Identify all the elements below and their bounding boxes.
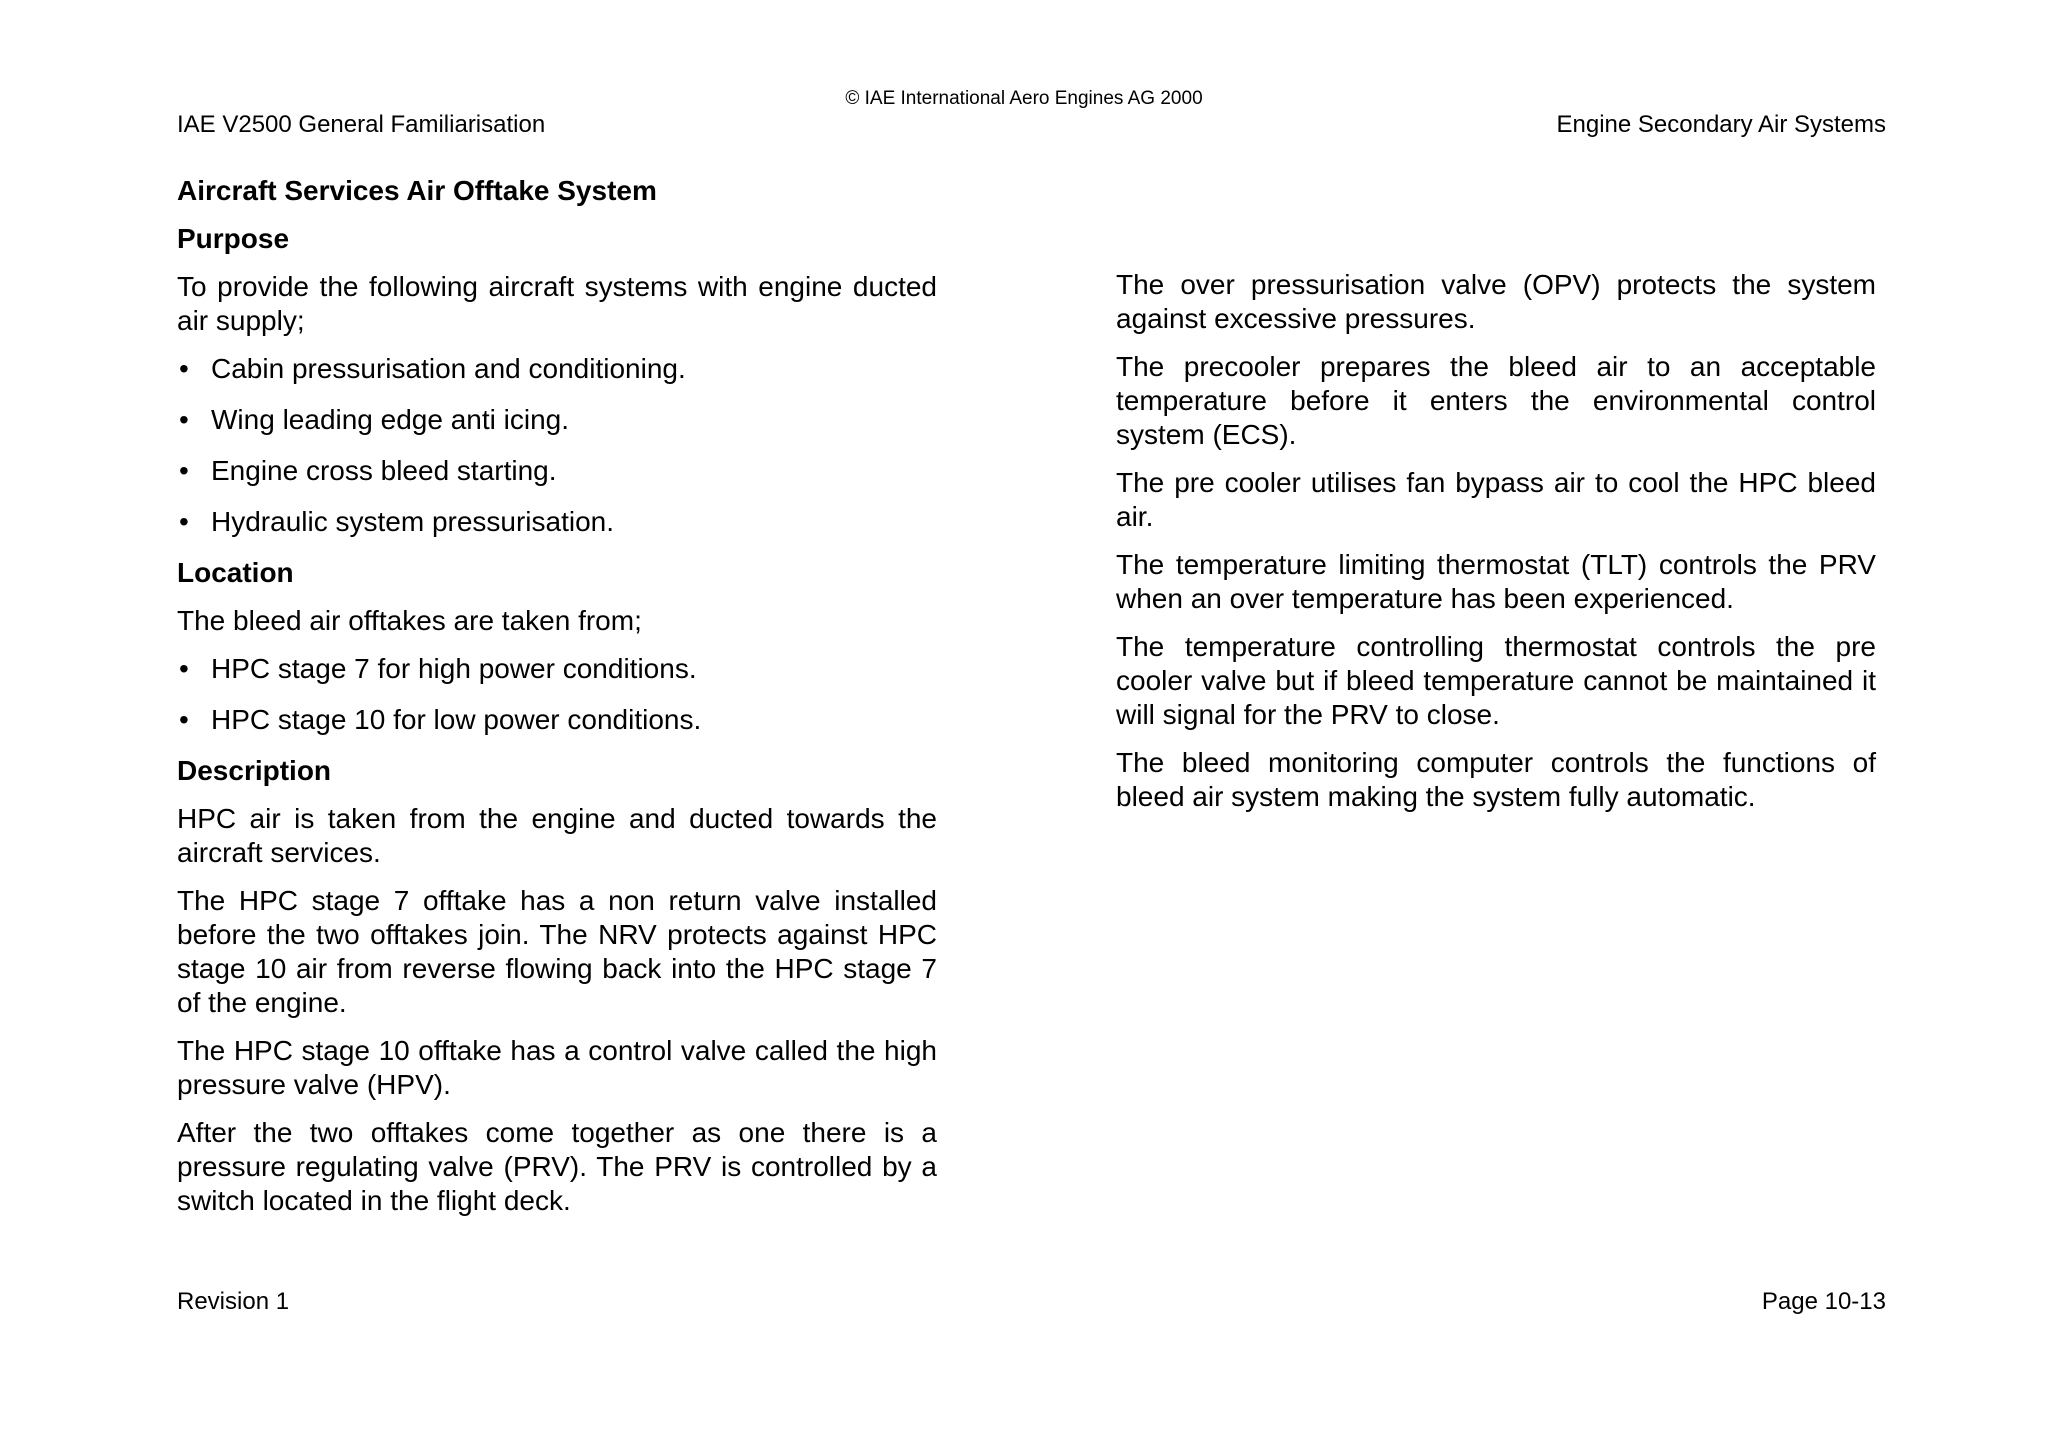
bullet-icon: • xyxy=(179,704,189,735)
list-item xyxy=(177,652,937,686)
body-paragraph: The bleed monitoring computer controls the functions of bleed air system making the system fully automatic. xyxy=(1116,747,1876,812)
bullet-icon: • xyxy=(179,455,189,486)
body-paragraph: The over pressurisation valve (OPV) protects the system against excessive pressures. xyxy=(1116,269,1876,334)
list-item-text: Cabin pressurisation and conditioning. xyxy=(211,353,686,384)
section-title: Aircraft Services Air Offtake System xyxy=(177,175,657,206)
list-item-text: Wing leading edge anti icing. xyxy=(211,404,570,435)
revision-label: Revision 1 xyxy=(177,1288,290,1315)
right-column xyxy=(1116,268,1876,828)
page-number: Page 10-13 xyxy=(1761,1288,1886,1315)
list-item-text: Engine cross bleed starting. xyxy=(211,455,557,486)
bullet-icon: • xyxy=(179,506,189,537)
purpose-intro: To provide the following aircraft systems with engine ducted air supply; xyxy=(177,271,937,336)
purpose-list xyxy=(177,352,937,539)
body-paragraph: The pre cooler utilises fan bypass air to cool the HPC bleed air. xyxy=(1116,467,1876,532)
location-intro: The bleed air offtakes are taken from; xyxy=(177,605,642,636)
body-paragraph: The precooler prepares the bleed air to an acceptable temperature before it enters the environmental control system (ECS). xyxy=(1116,351,1876,450)
body-paragraph: The temperature limiting thermostat (TLT) controls the PRV when an over temperature has been experienced. xyxy=(1116,549,1876,614)
list-item xyxy=(177,505,937,539)
chapter-title: Engine Secondary Air Systems xyxy=(1556,111,1886,138)
description-paragraph: After the two offtakes come together as one there is a pressure regulating valve (PRV). The PRV is controlled by a switch located in the flight deck. xyxy=(177,1117,937,1216)
list-item xyxy=(177,703,937,737)
location-heading: Location xyxy=(177,557,294,588)
purpose-heading: Purpose xyxy=(177,223,290,254)
left-column xyxy=(177,170,937,1232)
list-item-text: Hydraulic system pressurisation. xyxy=(211,506,615,537)
description-paragraph: HPC air is taken from the engine and ducted towards the aircraft services. xyxy=(177,803,937,868)
copyright-notice: © IAE International Aero Engines AG 2000 xyxy=(845,88,1203,109)
description-heading: Description xyxy=(177,755,332,786)
list-item xyxy=(177,403,937,437)
body-paragraph: The temperature controlling thermostat controls the pre cooler valve but if bleed temperature cannot be maintained it will signal for the PRV to close. xyxy=(1116,631,1876,730)
document-title: IAE V2500 General Familiarisation xyxy=(177,111,546,138)
bullet-icon: • xyxy=(179,353,189,384)
location-list xyxy=(177,652,937,737)
bullet-icon: • xyxy=(179,404,189,435)
list-item xyxy=(177,352,937,386)
description-paragraph: The HPC stage 7 offtake has a non return valve installed before the two offtakes join. The NRV protects against HPC stage 10 air from reverse flowing back into the HPC stage 7 of the engine. xyxy=(177,885,937,1018)
description-paragraph: The HPC stage 10 offtake has a control valve called the high pressure valve (HPV). xyxy=(177,1035,937,1100)
list-item xyxy=(177,454,937,488)
list-item-text: HPC stage 7 for high power conditions. xyxy=(211,653,697,684)
list-item-text: HPC stage 10 for low power conditions. xyxy=(211,704,702,735)
bullet-icon: • xyxy=(179,653,189,684)
